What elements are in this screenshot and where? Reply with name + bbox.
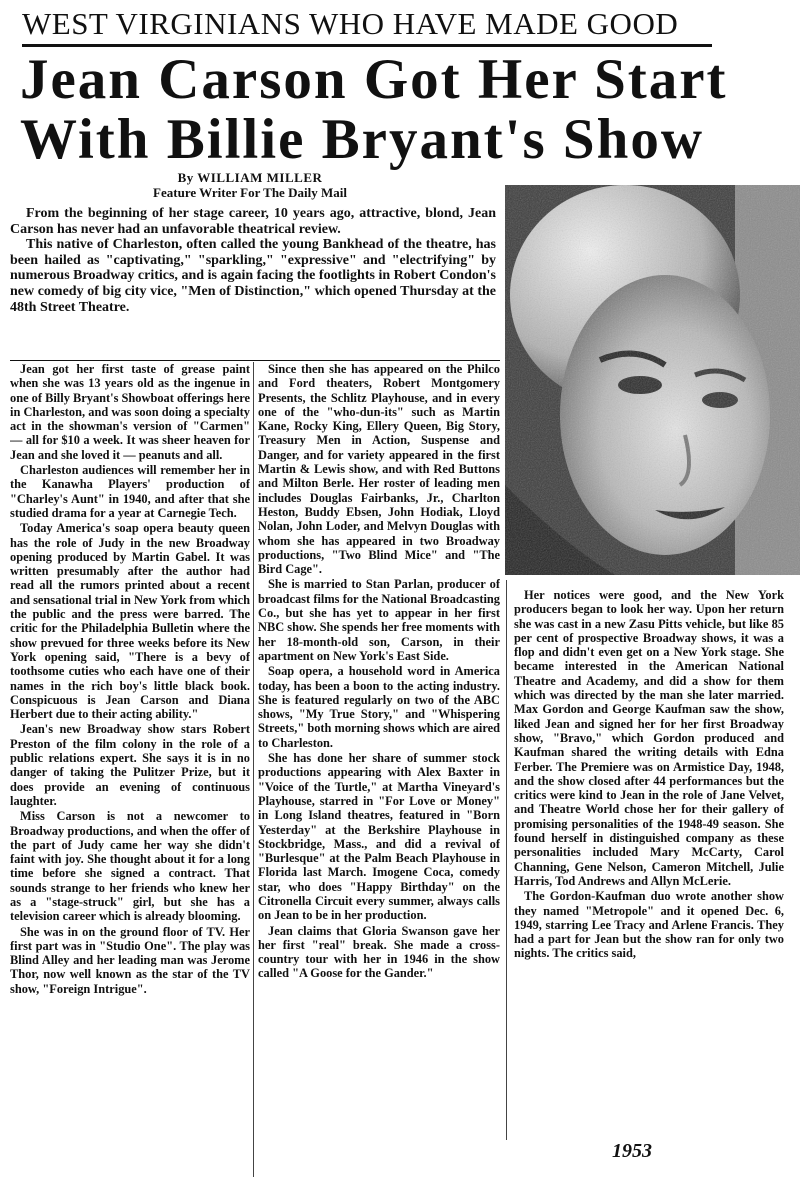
byline-author: By WILLIAM MILLER xyxy=(177,170,323,185)
article-column-3 xyxy=(514,588,784,1138)
lead-paragraph: From the beginning of her stage career, 10 years ago, attractive, blond, Jean Carson has never had an unfavorable theatrical review. xyxy=(10,206,496,237)
article-paragraph: She has done her share of summer stock productions appearing with Alex Baxter in "Voice of the Turtle," at Martha Vineyard's Playhouse, starred in "For Love or Money" in Long Island theatres, featured in "Born Yesterday" at the Berkshire Playhouse in Stockbridge, Mass., and did a revival of "Burlesque" at the Palm Beach Playhouse in Florida last March. Imogene Coca, comedy star, who does "Happy Birthday" on the Citronella Circuit every summer, always calls on Jean to be in her production. xyxy=(258,751,500,923)
byline xyxy=(0,170,500,201)
article-column-2 xyxy=(258,362,500,1152)
article-paragraph: Jean claims that Gloria Swanson gave her her first "real" break. She made a cross-country tour with her in 1946 in the show called "A Goose for the Gander." xyxy=(258,923,500,981)
article-paragraph: Jean got her first taste of grease paint when she was 13 years old as the ingenue in one of Billy Bryant's Showboat offerings here in Charleston, and was soon doing a specialty act in the showman's version of "Carmen" — all for $10 a week. It was sheer heaven for Jean and she loved it — peanuts and all. xyxy=(10,362,250,462)
article-paragraph: Soap opera, a household word in America today, has been a boon to the acting industry. She is featured regularly on two of the ABC shows, "My True Story," and "Whispering Streets," both morning shows which are aired to Charleston. xyxy=(258,664,500,750)
headline xyxy=(20,50,800,170)
article-paragraph: She is married to Stan Parlan, producer of broadcast films for the National Broadcasting Co., but she has yet to appear in her first NBC show. She spends her free moments with her 18-month-old son, Carson, in their apartment on New York's East Side. xyxy=(258,577,500,663)
article-paragraph: Jean's new Broadway show stars Robert Preston of the film colony in the role of a public relations expert. She says it is in no danger of taking the Pulitzer Prize, but it does provide an evening of continuous laughter. xyxy=(10,722,250,808)
year-note: 1953 xyxy=(612,1140,652,1162)
column-divider xyxy=(253,362,254,1177)
photo-grain xyxy=(505,185,800,575)
portrait-photo xyxy=(505,185,800,575)
byline-role: Feature Writer For The Daily Mail xyxy=(153,185,347,200)
kicker-rule xyxy=(22,44,712,47)
article-paragraph: She was in on the ground floor of TV. Her first part was in "Studio One". The play was Blind Alley and her leading man was Jerome Thor, now well known as the star of the TV show, "Foreign Intrigue". xyxy=(10,924,250,996)
lead-text xyxy=(10,206,496,315)
headline-line-1: Jean Carson Got Her Start xyxy=(20,48,728,111)
article-paragraph: Charleston audiences will remember her in the Kanawha Players' production of "Charley's Aunt" in 1940, and after that she studied drama for a year at Carnegie Tech. xyxy=(10,463,250,520)
article-paragraph: Since then she has appeared on the Philco and Ford theaters, Robert Montgomery Presents, the Schlitz Playhouse, and in every one of the "who-dun-its" such as Martin Kane, Rocky King, Ellery Queen, Big Story, Treasury Men in Action, Suspense and Danger, and for variety appeared in the first Martin & Lewis show, and with Red Buttons and Milton Berle. Her roster of leading men includes Douglas Fairbanks, Jr., Charlton Heston, Buddy Ebsen, John Hodiak, Lloyd Nolan, John Loder, and Melvyn Douglas with whom she has appeared in two Broadway productions, "Two Blind Mice" and "The Bird Cage". xyxy=(258,362,500,577)
section-kicker: WEST VIRGINIANS WHO HAVE MADE GOOD xyxy=(22,6,679,41)
article-paragraph: Her notices were good, and the New York producers began to look her way. Upon her return she was cast in a new Zasu Pitts vehicle, but like 85 per cent of prospective Broadway shows, it was a flop and didn't even get on a New York stage. She became interested in the American National Theatre and Academy, and did a show for them which was directed by the man she later married. Max Gordon and George Kaufman saw the show, liked Jean and signed her for her first Broadway show, "Bravo," which Gordon produced and Kaufman shared the writing details with Edna Ferber. The Premiere was on Armistice Day, 1948, and the show closed after 44 performances but the critics were kind to Jean in the role of Jane Velvet, and Theatre World chose her for their gallery of promising personalities of the 1948-49 season. She found herself in distinguished company as these personalities included Mary McCarty, Carol Channing, Gene Nelson, Cameron Mitchell, Julie Harris, Tod Andrews and Allyn McLerie. xyxy=(514,588,784,888)
lead-paragraph: This native of Charleston, often called the young Bankhead of the theatre, has been hailed as "captivating," "sparkling," "expressive" and "electrifying" by numerous Broadway critics, and is again facing the footlights in Robert Condon's new comedy of big city vice, "Men of Distinction," which opened Thursday at the 48th Street Theatre. xyxy=(10,237,496,315)
portrait-image xyxy=(505,185,800,575)
lead-rule xyxy=(10,360,500,361)
article-paragraph: The Gordon-Kaufman duo wrote another show they named "Metropole" and it opened Dec. 6, 1949, starring Lee Tracy and Arlene Francis. They had a part for Jean but the show ran for only two nights. The critics said, xyxy=(514,889,784,961)
article-paragraph: Today America's soap opera beauty queen has the role of Judy in the new Broadway opening produced by Martin Gabel. It was written presumably after the author had read all the rumors printed about a recent and sensational trial in New York from which the public and the press were barred. The critic for the Philadelphia Bulletin where the show prevued for three weeks before its New York opening said, "There is a bevy of toothsome cuties who each have one of their names in the rich boy's little black book. Conspicuous is Jean Carson and Diana Herbert due to their acting ability." xyxy=(10,521,250,722)
headline-line-2: With Billie Bryant's Show xyxy=(20,108,704,171)
article-column-1 xyxy=(10,362,250,1182)
column-divider xyxy=(506,580,507,1140)
article-paragraph: Miss Carson is not a newcomer to Broadway productions, and when the offer of the part of Judy came her way she didn't faint with joy. She thought about it for a long time before she signed a contract. That sounds strange to her friends who knew her as a "stage-struck" girl, but she has a television career which is already blooming. xyxy=(10,809,250,924)
